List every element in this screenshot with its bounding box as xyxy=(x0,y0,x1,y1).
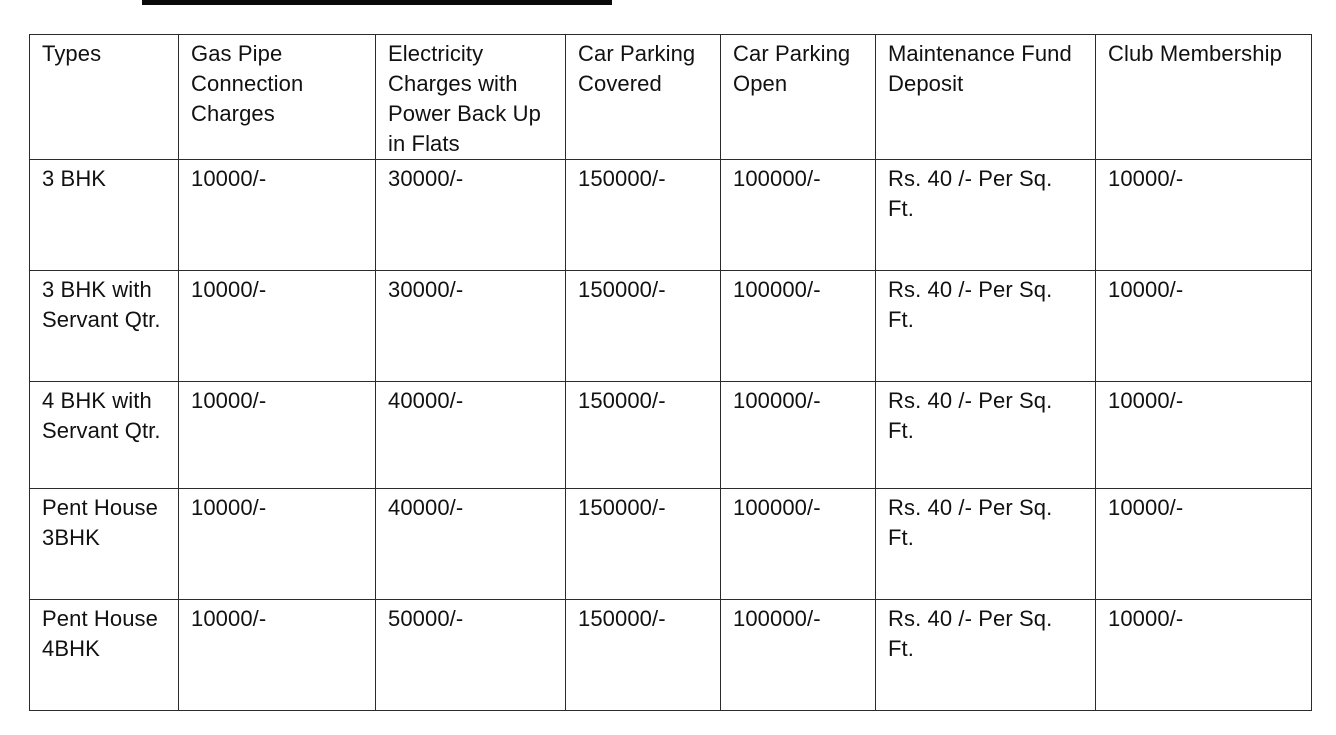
cell-gas: 10000/- xyxy=(179,160,376,271)
cell-parking-covered: 150000/- xyxy=(566,600,721,711)
header-club: Club Membership xyxy=(1096,35,1312,160)
header-maintenance: Maintenance Fund Deposit xyxy=(876,35,1096,160)
cell-gas: 10000/- xyxy=(179,600,376,711)
cell-club: 10000/- xyxy=(1096,271,1312,382)
cell-maintenance: Rs. 40 /- Per Sq. Ft. xyxy=(876,600,1096,711)
table-row xyxy=(30,271,1312,382)
cell-parking-open: 100000/- xyxy=(721,600,876,711)
cell-parking-covered: 150000/- xyxy=(566,271,721,382)
cell-club: 10000/- xyxy=(1096,600,1312,711)
table-row xyxy=(30,160,1312,271)
charges-table xyxy=(29,34,1312,711)
cell-electricity: 40000/- xyxy=(376,382,566,489)
cell-gas: 10000/- xyxy=(179,382,376,489)
cell-parking-covered: 150000/- xyxy=(566,489,721,600)
cell-electricity: 40000/- xyxy=(376,489,566,600)
cell-type: 3 BHK with Servant Qtr. xyxy=(30,271,179,382)
cell-club: 10000/- xyxy=(1096,160,1312,271)
header-parking-open: Car Parking Open xyxy=(721,35,876,160)
cell-maintenance: Rs. 40 /- Per Sq. Ft. xyxy=(876,160,1096,271)
cell-parking-open: 100000/- xyxy=(721,489,876,600)
table-header-row xyxy=(30,35,1312,160)
cell-parking-open: 100000/- xyxy=(721,271,876,382)
table-row xyxy=(30,600,1312,711)
cell-parking-open: 100000/- xyxy=(721,160,876,271)
cell-gas: 10000/- xyxy=(179,489,376,600)
header-gas-pipe: Gas Pipe Connection Charges xyxy=(179,35,376,160)
cell-type: Pent House 3BHK xyxy=(30,489,179,600)
cell-parking-open: 100000/- xyxy=(721,382,876,489)
title-banner-bar xyxy=(142,0,612,5)
cell-type: 4 BHK with Servant Qtr. xyxy=(30,382,179,489)
cell-electricity: 50000/- xyxy=(376,600,566,711)
cell-electricity: 30000/- xyxy=(376,271,566,382)
cell-maintenance: Rs. 40 /- Per Sq. Ft. xyxy=(876,271,1096,382)
cell-club: 10000/- xyxy=(1096,489,1312,600)
table-row xyxy=(30,382,1312,489)
cell-maintenance: Rs. 40 /- Per Sq. Ft. xyxy=(876,382,1096,489)
cell-electricity: 30000/- xyxy=(376,160,566,271)
cell-parking-covered: 150000/- xyxy=(566,160,721,271)
cell-parking-covered: 150000/- xyxy=(566,382,721,489)
header-electricity: Electricity Charges with Power Back Up in Flats xyxy=(376,35,566,160)
header-parking-covered: Car Parking Covered xyxy=(566,35,721,160)
cell-maintenance: Rs. 40 /- Per Sq. Ft. xyxy=(876,489,1096,600)
cell-club: 10000/- xyxy=(1096,382,1312,489)
table-row xyxy=(30,489,1312,600)
header-types: Types xyxy=(30,35,179,160)
cell-type: 3 BHK xyxy=(30,160,179,271)
cell-gas: 10000/- xyxy=(179,271,376,382)
cell-type: Pent House 4BHK xyxy=(30,600,179,711)
